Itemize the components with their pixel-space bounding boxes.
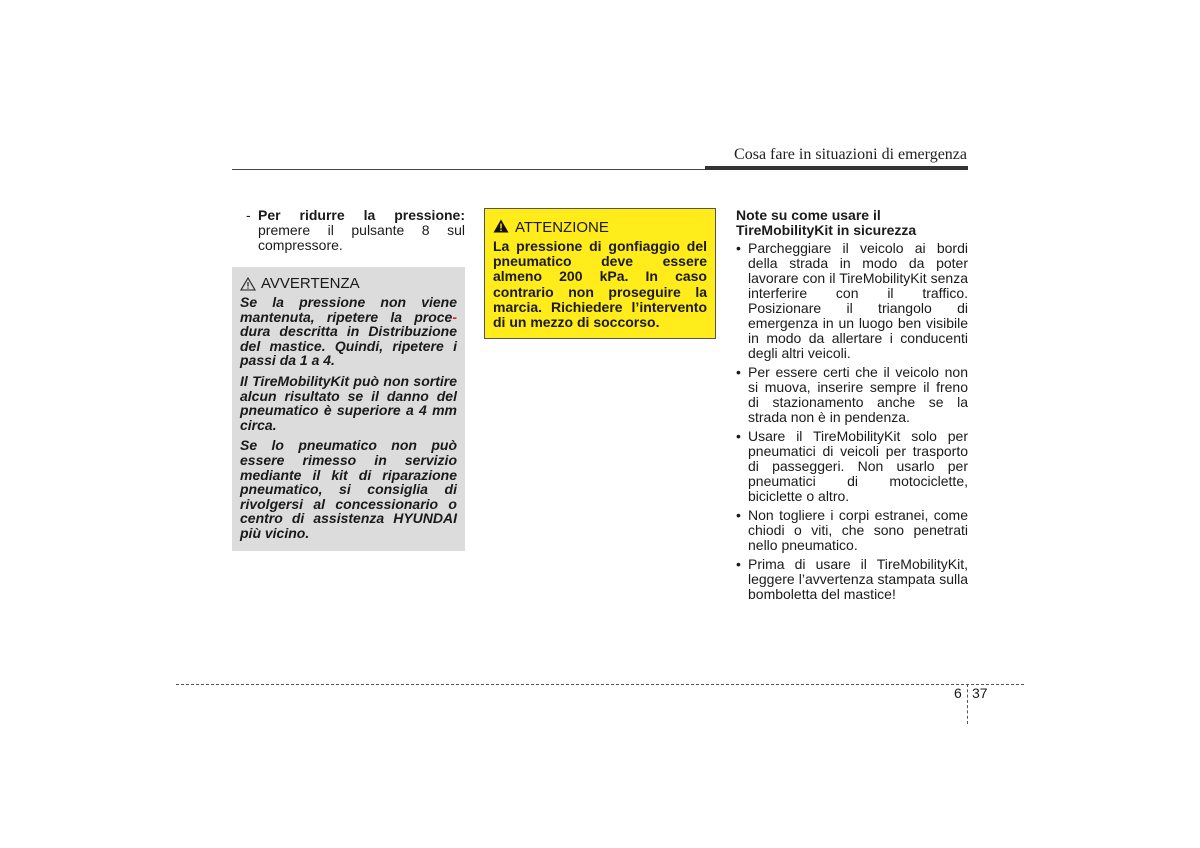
caution-heading-text: ATTENZIONE — [515, 219, 609, 236]
notes-title — [736, 208, 968, 238]
list-item — [736, 557, 968, 602]
list-item-text: Usare il TireMobilityKit solo per pneumatici di veicoli per trasporto di passeggeri. Non usarlo per pneumatici di motociclette, biciclette o altro. — [748, 428, 968, 504]
footer-vertical-divider — [967, 684, 968, 724]
page-number: 37 — [972, 685, 988, 701]
warning-p1-start: Se la pressione non viene mantenuta, ripetere la proce — [240, 294, 457, 325]
pressure-reduce-body: premere il pulsante 8 sul compressore. — [258, 222, 465, 253]
list-item — [736, 365, 968, 425]
pressure-reduce-lead: Per ridurre la pressione: — [258, 207, 465, 223]
warning-paragraph-3: Se lo pneumatico non può essere rimesso in servizio mediante il kit di riparazione pneumatico, si consiglia di rivolgersi al concessionario o centro di assistenza HYUNDAI più vicino. — [240, 437, 457, 541]
list-item — [736, 241, 968, 361]
list-item — [736, 508, 968, 553]
warning-box — [232, 267, 465, 551]
warning-triangle-filled-icon — [493, 219, 509, 236]
list-item — [736, 429, 968, 504]
chapter-number: 6 — [954, 685, 962, 701]
section-title: Cosa fare in situazioni di emergenza — [734, 146, 967, 163]
warning-heading-text: AVVERTENZA — [261, 275, 360, 292]
bullet-marker: • — [736, 364, 741, 380]
header-rule-accent — [705, 166, 968, 170]
list-item-text: Parcheggiare il veicolo ai bordi della strada in modo da poter lavorare con il TireMobilityKit senza interferire con il traffico. Posizionare il triangolo di emergenza in un luogo ben visibile in modo da allertare i conducenti degli altri veicoli. — [748, 240, 968, 361]
bullet-marker: • — [736, 507, 741, 523]
safety-notes-list — [736, 241, 968, 602]
warning-paragraph-2: Il TireMobilityKit può non sortire alcun risultato se il danno del pneumatico è superiore a 4 mm circa. — [240, 372, 457, 433]
middle-column — [484, 208, 716, 339]
caution-box — [484, 208, 716, 339]
notes-title-line-2: TireMobilityKit in sicurezza — [736, 222, 917, 238]
bullet-marker: • — [736, 428, 741, 444]
warning-p1-hyphen: - — [452, 308, 457, 325]
dash-marker: - — [246, 207, 251, 223]
warning-paragraph-1 — [240, 295, 457, 368]
pressure-reduce-text — [258, 208, 465, 253]
bullet-marker: • — [736, 240, 741, 256]
pressure-reduce-item — [232, 208, 465, 253]
right-column — [736, 208, 968, 606]
list-item-text: Prima di usare il TireMobilityKit, leggere l’avvertenza stampata sulla bomboletta del mastice! — [748, 556, 968, 602]
caution-heading — [493, 219, 707, 236]
notes-title-line-1: Note su come usare il — [736, 207, 881, 223]
caution-body: La pressione di gonfiaggio del pneumatico deve essere almeno 200 kPa. In caso contrario non proseguire la marcia. Richiedere l’intervento di un mezzo di soccorso. — [493, 238, 707, 331]
warning-triangle-outline-icon — [240, 277, 256, 291]
list-item-text: Per essere certi che il veicolo non si muova, inserire sempre il freno di stazionamento anche se la strada non è in pendenza. — [748, 364, 968, 425]
warning-heading — [240, 276, 457, 291]
bullet-marker: • — [736, 556, 741, 572]
warning-p1-end: dura descritta in Distribuzione del mastice. Quindi, ripetere i passi da 1 a 4. — [240, 323, 457, 369]
footer-divider — [176, 684, 1024, 685]
list-item-text: Non togliere i corpi estranei, come chiodi o viti, che sono penetrati nello pneumatico. — [748, 507, 968, 553]
left-column — [232, 208, 465, 551]
